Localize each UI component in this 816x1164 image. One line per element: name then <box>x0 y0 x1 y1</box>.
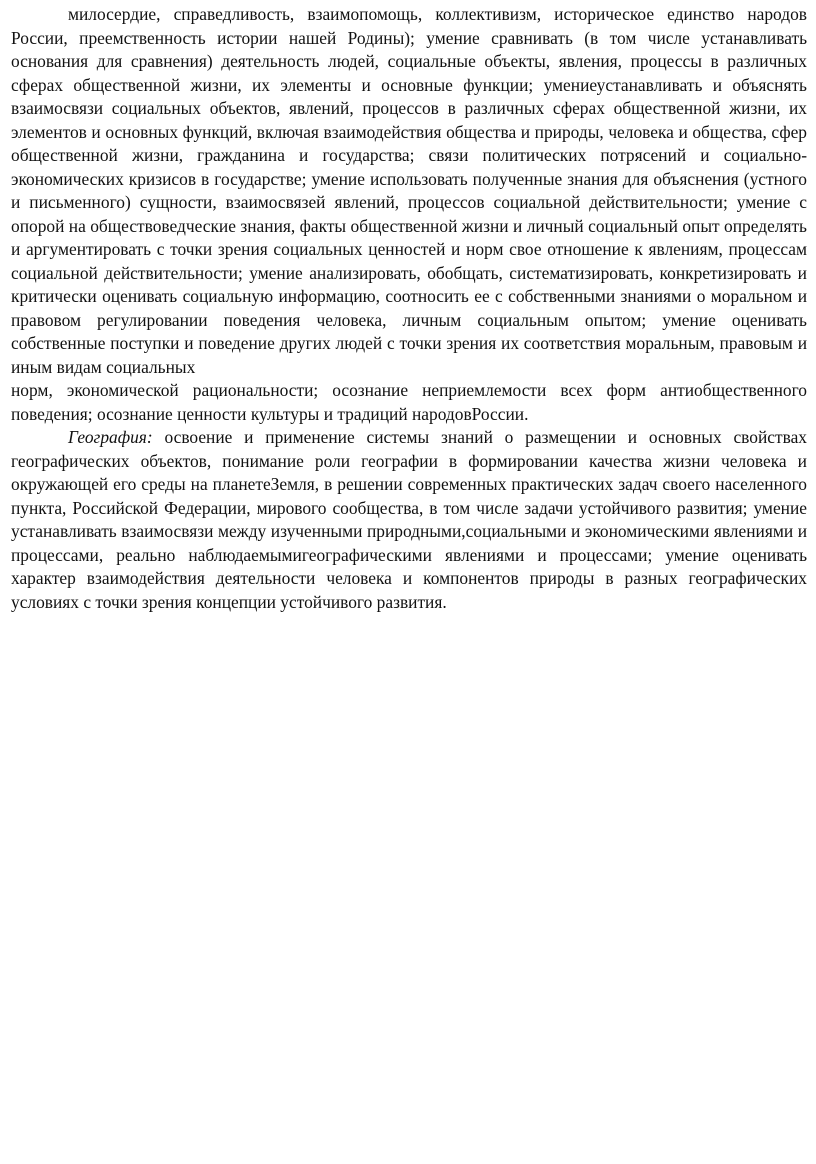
subject-label-geography: География: <box>68 427 153 447</box>
document-body <box>11 3 807 614</box>
paragraph-geography <box>11 426 807 614</box>
paragraph-text: освоение и применение системы знаний о размещении и основных свойствах географических объектов, понимание роли географии в формировании качества жизни человека и окружающей его среды на планетеЗемля, в решении современных практических задач своего населенного пункта, Российской Федерации, мирового сообщества, в том числе задачи устойчивого развития; умение устанавливать взаимосвязи между изученными природными,социальными и экономическими явлениями и процессами, реально наблюдаемымигеографическими явлениями и процессами; умение оценивать характер взаимодействия деятельности человека и компонентов природы в разных географических условиях с точки зрения концепции устойчивого развития. <box>11 427 807 612</box>
paragraph-text: норм, экономической рациональности; осознание неприемлемости всех форм антиобщественного поведения; осознание ценности культуры и традиций народовРоссии. <box>11 380 807 424</box>
paragraph-social-studies-end <box>11 379 807 426</box>
paragraph-social-studies-continued <box>11 3 807 379</box>
paragraph-text: милосердие, справедливость, взаимопомощь, коллективизм, историческое единство народов России, преемственность истории нашей Родины); умение сравнивать (в том числе устанавливать основания для сравнения) деятельность людей, социальные объекты, явления, процессы в различных сферах общественной жизни, их элементы и основные функции; умениеустанавливать и объяснять взаимосвязи социальных объектов, явлений, процессов в различных сферах общественной жизни, их элементов и основных функций, включая взаимодействия общества и природы, человека и общества, сфер общественной жизни, гражданина и государства; связи политических потрясений и социально-экономических кризисов в государстве; умение использовать полученные знания для объяснения (устного и письменного) сущности, взаимосвязей явлений, процессов социальной действительности; умение с опорой на обществоведческие знания, факты общественной жизни и личный социальный опыт определять и аргументировать с точки зрения социальных ценностей и норм свое отношение к явлениям, процессам социальной действительности; умение анализировать, обобщать, систематизировать, конкретизировать и критически оценивать социальную информацию, соотносить ее с собственными знаниями о моральном и правовом регулировании поведения человека, личным социальным опытом; умение оценивать собственные поступки и поведение других людей с точки зрения их соответствия моральным, правовым и иным видам социальных <box>11 4 807 377</box>
